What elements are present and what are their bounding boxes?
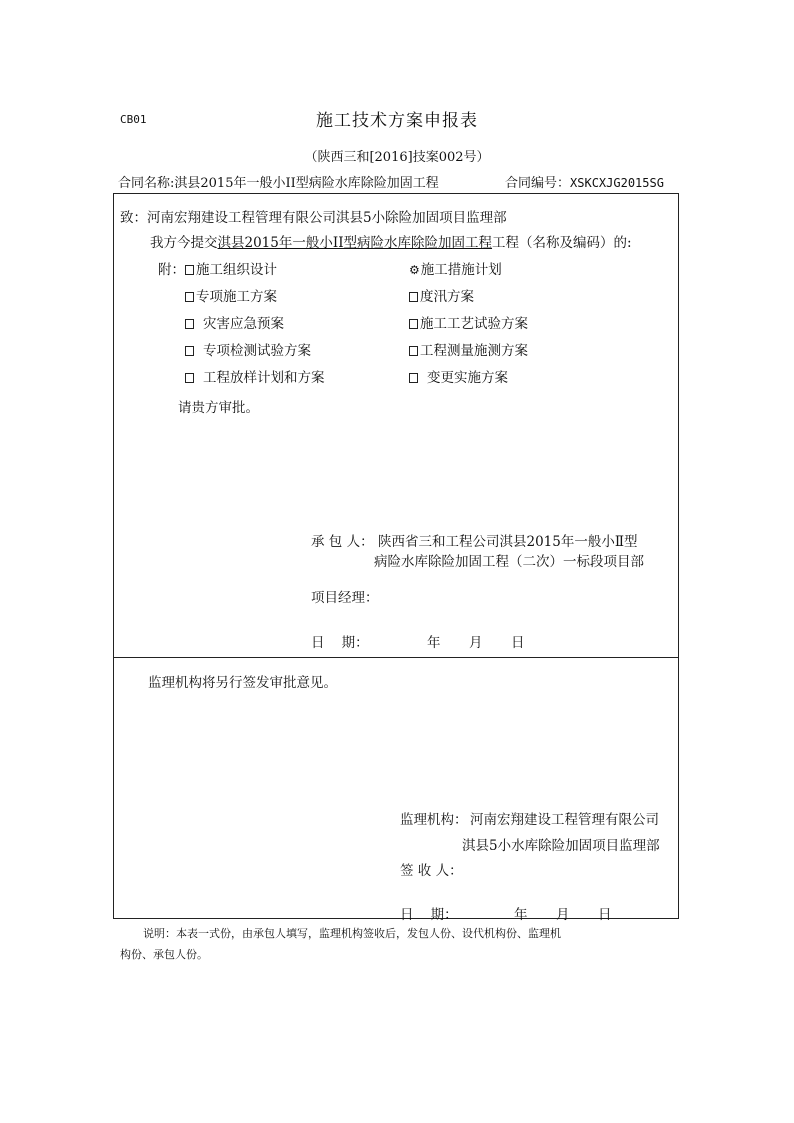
option-construction-organization[interactable]: 施工组织设计 (185, 258, 277, 278)
checkbox-icon[interactable] (185, 346, 194, 356)
option-setting-out-plan[interactable]: 工程放样计划和方案 (185, 366, 325, 386)
agency-line2: 淇县5小水库除险加固项目监理部 (462, 838, 660, 854)
contractor-date-year: 年 (427, 635, 441, 651)
contract-number-value: XSKCXJG2015SG (570, 176, 664, 190)
checkbox-icon[interactable] (185, 292, 194, 302)
form-subtitle: （陕西三和[2016]技案002号） (304, 150, 490, 165)
supervision-opinion: 监理机构将另行签发审批意见。 (148, 675, 337, 691)
contractor-date-day: 日 (511, 635, 525, 651)
receipt-date-day: 日 (598, 907, 612, 923)
page-title: 施工技术方案申报表 (316, 111, 478, 131)
contract-name-value: 淇县2015年一般小II型病险水库除险加固工程 (174, 176, 439, 191)
option-construction-measures[interactable]: ⚙施工措施计划 (409, 262, 502, 278)
checkbox-icon[interactable] (185, 373, 194, 383)
contract-number-label: 合同编号： (505, 176, 571, 191)
request-approval: 请贵方审批。 (178, 400, 259, 416)
receiver-label: 签 收 人： (400, 863, 463, 879)
option-flood-season[interactable]: 度汛方案 (409, 285, 474, 305)
checkbox-icon[interactable] (409, 319, 418, 329)
contractor-date-month: 月 (469, 635, 483, 651)
footnote-line1: 说明：本表一式份，由承包人填写，监理机构签收后，发包人份、设代机构份、监理机 (143, 927, 561, 940)
contract-name-label: 合同名称: (118, 176, 175, 191)
receipt-date-year: 年 (514, 907, 528, 923)
addressee-line: 致：河南宏翔建设工程管理有限公司淇县5小除险加固项目监理部 (120, 210, 507, 226)
option-special-testing[interactable]: 专项检测试验方案 (185, 339, 311, 359)
contract-number (505, 172, 664, 191)
submit-prefix: 我方今提交 (150, 235, 218, 251)
gear-icon[interactable]: ⚙ (409, 263, 420, 277)
contract-name (118, 172, 439, 191)
submit-line (150, 231, 632, 251)
checkbox-icon[interactable] (185, 265, 194, 275)
checkbox-icon[interactable] (409, 292, 418, 302)
submit-suffix: 工程（名称及编码）的: (492, 235, 632, 251)
section-divider (113, 657, 679, 658)
form-code: CB01 (120, 113, 147, 126)
attachment-label: 附： (158, 262, 185, 278)
receipt-date-label: 日 期： (400, 907, 458, 923)
contractor-line2: 病险水库除险加固工程（二次）一标段项目部 (374, 554, 644, 570)
option-process-test[interactable]: 施工工艺试验方案 (409, 312, 528, 332)
contractor-date-label: 日 期： (311, 635, 369, 651)
checkbox-icon[interactable] (409, 346, 418, 356)
contractor-line1: 陕西省三和工程公司淇县2015年一般小Ⅱ型 (378, 534, 638, 550)
agency-label: 监理机构： (400, 812, 468, 828)
project-name-underlined: 淇县2015年一般小II型病险水库除险加固工程 (217, 235, 493, 251)
project-manager-label: 项目经理： (311, 590, 379, 606)
option-special-construction[interactable]: 专项施工方案 (185, 285, 277, 305)
option-survey-plan[interactable]: 工程测量施测方案 (409, 339, 528, 359)
contractor-label: 承 包 人： (311, 534, 374, 550)
option-disaster-emergency[interactable]: 灾害应急预案 (185, 312, 284, 332)
checkbox-icon[interactable] (409, 373, 418, 383)
option-change-implementation[interactable]: 变更实施方案 (409, 366, 508, 386)
agency-line1: 河南宏翔建设工程管理有限公司 (470, 812, 659, 828)
receipt-date-month: 月 (556, 907, 570, 923)
footnote-line2: 构份、承包人份。 (120, 948, 208, 961)
checkbox-icon[interactable] (185, 319, 194, 329)
